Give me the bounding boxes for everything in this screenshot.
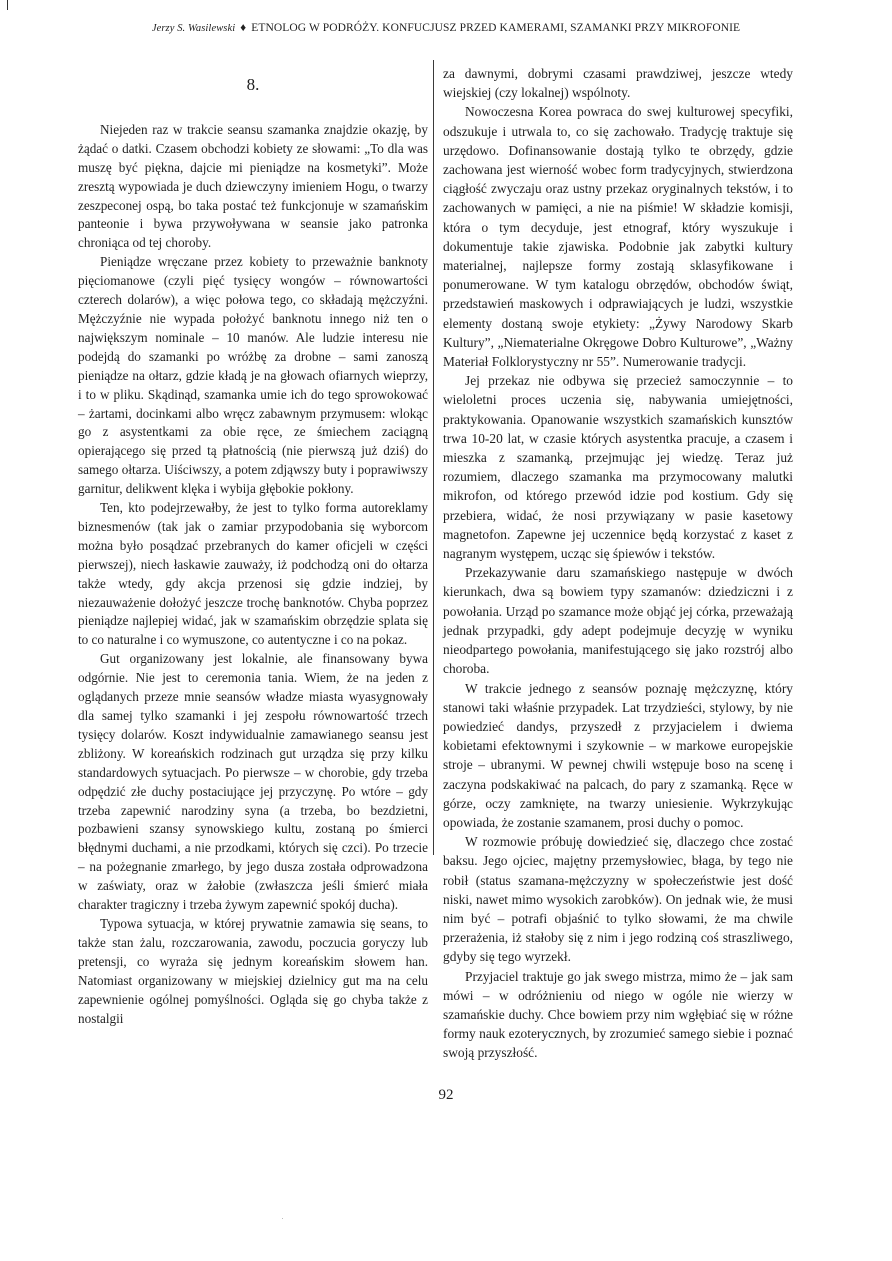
paragraph: Gut organizowany jest lokalnie, ale finansowany bywa odgórnie. Nie jest to ceremonia tania. Wiem, że na jeden z oglądanych przeze mnie seansów władze miasta wyasygnowały dla samej tylko szamanki i jej zespołu równowartość trzech tysięcy dolarów. Koszt indywidualnie zamawianego seansu jest zbliżony. W koreańskich rodzinach gut urządza się przy kilku standardowych sytuacjach. Po pierwsze – w chorobie, gdy trzeba odpędzić złe duchy postaciujące jej przyczynę. Po wtóre – gdy trzeba zapewnić narodziny syna (a trzeba, bo bezdzietni, pozbawieni szansy synowskiego kultu, zostaną po śmierci błędnymi duchami, a nie przodkami, których się czci). Po trzecie – na pożegnanie zmarłego, by jego dusza została odprowadzona w zaświaty, oraz w żałobie (zwłaszcza jeśli śmierć miała charakter tragiczny i trzeba żywym zapewnić spokój ducha). <box>78 651 428 913</box>
crop-mark <box>7 0 8 10</box>
paragraph: Pieniądze wręczane przez kobiety to przeważnie banknoty pięciomanowe (czyli pięć tysięcy wongów – równowartości czterech dolarów), a więc połowa tego, co składają mężczyźni. Mężczyźnie nie wypada położyć banknotu innego niż ten o największym nominale – 10 manów. Ale ludzie interesu nie podejdą do szamanki po wróżbę za drobne – sami zanoszą pieniądze na ołtarz, gdzie kładą je na głowach ofiarnych wieprzy, i to w pliku. Skądinąd, szamanka umie ich do tego sprowokować – żartami, docinkami albo wręcz zabawnym przymusem: wlokąc go z asystentkami za obie ręce, ze śmiechem zaciągną opierającego się przed tą płatnością (nie pierwszą już dziś) do samego ołtarza. Uiściwszy, a potem zdjąwszy buty i poprawiwszy garnitur, delikwent klęka i wybija głębokie pokłony. <box>78 254 428 497</box>
paragraph: Przekazywanie daru szamańskiego następuje w dwóch kierunkach, dwa są bowiem typy szamanów: dziedziczni i z powołania. Urząd po szamance może objąć jej córka, przeważają jednak przypadki, gdy adept podejmuje decyzję w wyniku nieodpartego powołania, manifestującego się jako rozstrój albo choroba. <box>443 565 793 677</box>
paragraph: Niejeden raz w trakcie seansu szamanka znajdzie okazję, by żądać o datki. Czasem obchodzi kobiety ze słowami: „To dla was muszę być piękna, dajcie mi pieniądze na kosmetyki”. Może zresztą wypowiada je duch dziewczyny imieniem Hogu, o twarzy zeszpeconej ospą, bo taka postać też funkcjonuje w szamańskim panteonie i bywa przywoływana w seansie jako patronka chroniąca od tej choroby. <box>78 121 428 251</box>
header-author: Jerzy S. Wasilewski <box>151 23 236 34</box>
paragraph: Nowoczesna Korea powraca do swej kulturowej specyfiki, odszukuje i utrwala to, co się zachowało. Tradycję traktuje się urzędowo. Dofinansowanie dostają tylko te obrzędy, gdzie zachowana jest wierność wobec form tradycyjnych, stwierdzona ciągłość zwyczaju oraz ustny przekaz oryginalnych tekstów, i to zachowanych w pamięci, a nie na piśmie! W składzie komisji, która o tym decyduje, jest etnograf, który wyszukuje i dokumentuje takie zjawiska. Podobnie jak zabytki kultury materialnej, najlepsze formy zostają sklasyfikowane i ponumerowane. W tym katalogu obrzędów, obchodów świąt, przedstawień maskowych i odprawiających je ludzi, wszystkie elementy dostaną swoje etykiety: „Żywy Narodowy Skarb Kultury”, „Niematerialne Okręgowe Dobro Kulturowe”, „Ważny Materiał Folklorystyczny nr 55”. Numerowanie tradycji. <box>443 104 793 370</box>
section-number: 8. <box>246 75 260 94</box>
running-header <box>0 22 892 34</box>
paragraph: W trakcie jednego z seansów poznaję mężczyznę, który stanowi taki właśnie przypadek. Lat trzydzieści, stylowy, by nie powiedzieć dandys, przyszedł z przyjacielem i dwiema kobietami efektownymi i szykownie – w markowe europejskie stroje – ubranymi. W pewnej chwili wstępuje boso na scenę i zaczyna podskakiwać na palcach, do pary z szamanką. Ręce w górze, oczy zamknięte, na twarzy uniesienie. Wykrzykując opowiada, że zostanie szamanem, prosi duchy o pomoc. <box>443 680 793 830</box>
scan-speck <box>282 1218 283 1219</box>
left-column <box>78 64 428 1028</box>
paragraph: Przyjaciel traktuje go jak swego mistrza, mimo że – jak sam mówi – w odróżnieniu od niego w ogóle nie wierzy w szamańskie duchy. Chce bowiem przy nim wgłębiać się w różne formy nauk ezoterycznych, by zrozumieć samego siebie i poznać swoją przyszłość. <box>443 968 793 1061</box>
column-divider <box>433 60 434 855</box>
header-title: ETNOLOG W PODRÓŻY. KONFUCJUSZ PRZED KAMERAMI, SZAMANKI PRZY MIKROFONIE <box>251 22 741 34</box>
right-column <box>443 64 793 1063</box>
paragraph-continued: za dawnymi, dobrymi czasami prawdziwej, jeszcze wtedy wiejskiej (czy lokalnej) wspólnoty. <box>443 66 793 101</box>
paragraph: Ten, kto podejrzewałby, że jest to tylko forma autoreklamy biznesmenów (tak jak o zamiar przypodobania się wyborcom można było posądzać przebranych do kamer oficjeli w części pierwszej), niech łaskawie zauważy, iż podchodzą oni do ołtarza także wtedy, gdy akcja przenosi się gdzie indziej, by niezauważenie dołożyć jeszcze trochę banknotów. Chyba poprzez pieniądze najlepiej widać, jak w szamańskim obrzędzie splata się to co naturalne i co wymuszone, co autentyczne i co na pokaz. <box>78 500 428 648</box>
page-number: 92 <box>438 1087 454 1103</box>
paragraph: W rozmowie próbuję dowiedzieć się, dlaczego chce zostać baksu. Jego ojciec, majętny przemysłowiec, błaga, by tego nie robił (status szamana-mężczyzny w społeczeństwie jest dość niski, nawet mimo wysokich zarobków). On jednak wie, że musi nim być – potrafi objaśnić to tylko słowami, że ma chwile przerażenia, iż stałoby się z nim i jego rodziną coś straszliwego, gdyby się tego wyrzekł. <box>443 834 793 965</box>
paragraph: Typowa sytuacja, w której prywatnie zamawia się seans, to także stan żalu, rozczarowania, zawodu, poczucia goryczy lub pretensji, co wyraża się jednym koreańskim słowem han. Natomiast organizowany w miejskiej dzielnicy gut ma na celu zapewnienie ogólnej pomyślności. Ogląda się go chyba także z nostalgii <box>78 915 428 1026</box>
paragraph: Jej przekaz nie odbywa się przecież samoczynnie – to wieloletni proces uczenia się, nabywania umiejętności, praktykowania. Opanowanie wszystkich szamańskich kunsztów trwa 10-20 lat, w czasie których asystentka pracuje, a czasem i mieszka z szamanką, przejmując jej wiedzę. Teraz już rozumiem, dlaczego szamanka ma przymocowany malutki mikrofon, od którego przewód idzie pod kostium. Gdy się przebiera, widać, że nosi przywiązany w pasie kasetowy magnetofon. Zapewne jej uczennice będą korzystać z kaset z nagranym występem, ucząc się śpiewów i tekstów. <box>443 373 793 562</box>
diamond-separator-icon: ♦ <box>240 22 247 34</box>
